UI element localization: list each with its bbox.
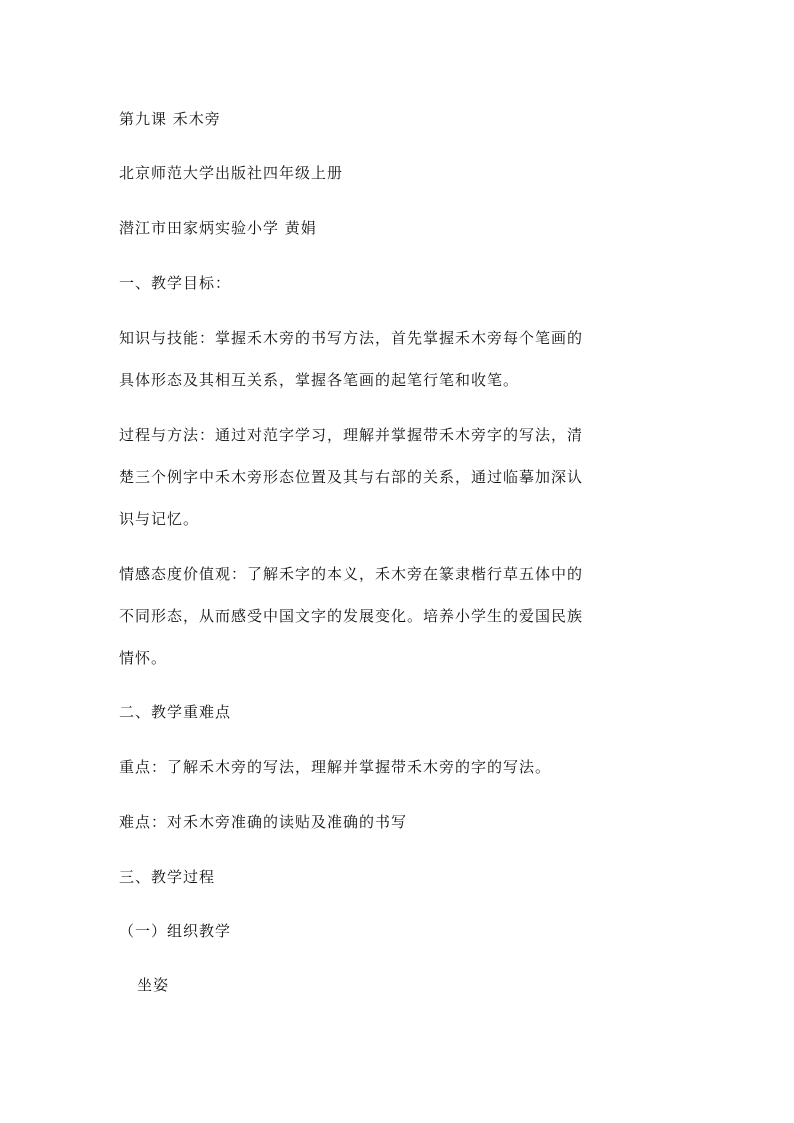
posture-line: 坐姿 <box>137 976 170 994</box>
section-heading-objectives: 一、教学目标： <box>119 274 232 292</box>
subsection-heading-organize: （一）组织教学 <box>119 922 232 940</box>
process-methods-line-2: 楚三个例字中禾木旁形态位置及其与右部的关系，通过临摹加深认 <box>119 468 584 486</box>
difficulty-line: 难点：对禾木旁准确的读贴及准确的书写 <box>119 813 408 831</box>
key-point-line: 重点：了解禾木旁的写法，理解并掌握带禾木旁的字的写法。 <box>119 758 552 776</box>
process-methods-line-3: 识与记忆。 <box>119 510 200 528</box>
section-heading-key-difficult: 二、教学重难点 <box>119 703 232 721</box>
publisher-line: 北京师范大学出版社四年级上册 <box>119 164 344 182</box>
emotion-values-line-1: 情感态度价值观：了解禾字的本义，禾木旁在篆隶楷行草五体中的 <box>119 565 584 583</box>
lesson-title: 第九课 禾木旁 <box>119 110 221 128</box>
process-methods-line-1: 过程与方法：通过对范字学习，理解并掌握带禾木旁字的写法，清 <box>119 426 584 444</box>
author-line: 潜江市田家炳实验小学 黄娟 <box>119 219 317 237</box>
section-heading-process: 三、教学过程 <box>119 868 216 886</box>
emotion-values-line-2: 不同形态，从而感受中国文字的发展变化。培养小学生的爱国民族 <box>119 607 584 625</box>
knowledge-skills-line-2: 具体形态及其相互关系，掌握各笔画的起笔行笔和收笔。 <box>119 371 520 389</box>
knowledge-skills-line-1: 知识与技能：掌握禾木旁的书写方法，首先掌握禾木旁每个笔画的 <box>119 329 584 347</box>
emotion-values-line-3: 情怀。 <box>119 649 168 667</box>
